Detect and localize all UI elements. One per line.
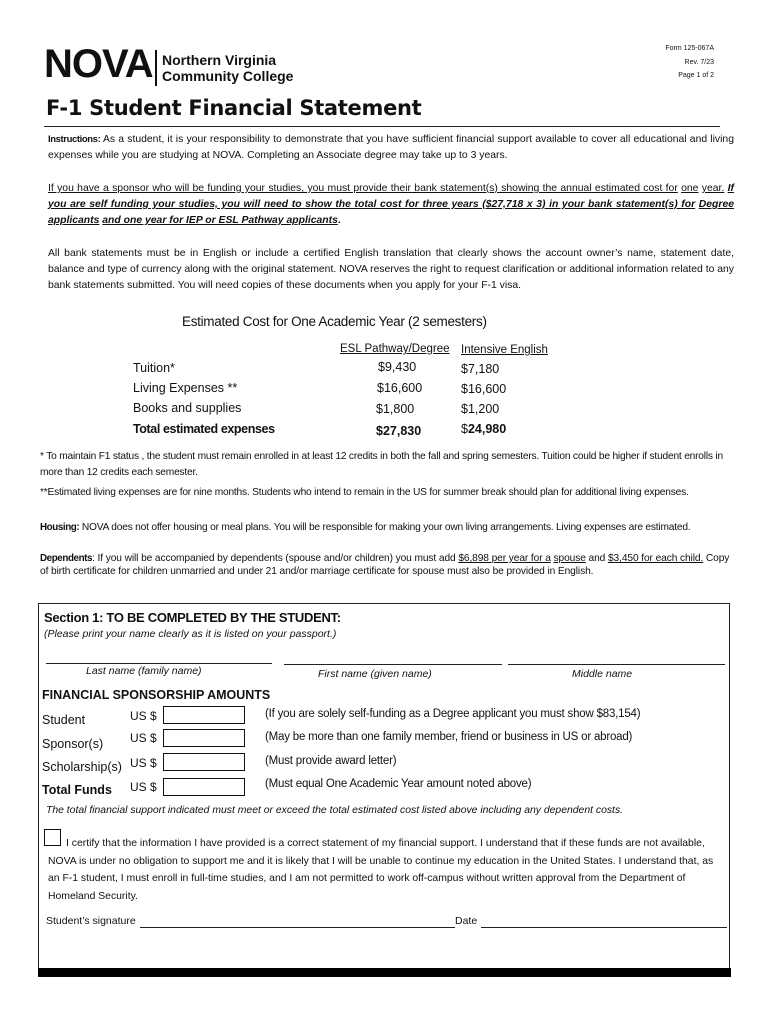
cost-col-esl: ESL Pathway/Degree (340, 343, 450, 355)
signature-input[interactable] (140, 927, 455, 928)
dependents-label: Dependents (40, 553, 93, 564)
sponsor-one: one (681, 183, 699, 194)
college-name-line1: Northern Virginia (162, 52, 277, 68)
date-label: Date (455, 915, 478, 927)
dependents-amount-spouse: $6,898 per year for a (458, 553, 551, 564)
sponsorship-title: FINANCIAL SPONSORSHIP AMOUNTS (42, 688, 271, 702)
cost-row-label: Tuition* (133, 361, 175, 375)
instructions-text: As a student, it is your responsibility to demonstrate that you have sufficient financial support available to cover all educational and living expenses while you are studying at NOVA. Completing an Associate degree may take up to 3 years. (48, 134, 734, 161)
cost-col-iep: Intensive English (461, 344, 548, 356)
total-funds-note: (Must equal One Academic Year amount noted above) (265, 778, 532, 790)
last-name-label: Last name (family name) (86, 665, 202, 677)
first-name-label: First name (given name) (318, 668, 432, 680)
page-number: Page 1 of 2 (678, 72, 714, 79)
instructions-paragraph (48, 132, 734, 164)
degree-applicants: Degree applicants (48, 199, 734, 226)
nova-logo: NOVA (44, 42, 153, 86)
title-rule (44, 126, 720, 127)
student-note: (If you are solely self-funding as a Degree applicant you must show $83,154) (265, 708, 641, 720)
currency-label: US $ (130, 731, 157, 745)
scholarship-label: Scholarship(s) (42, 760, 122, 774)
sponsor-year: year. (701, 183, 725, 194)
cost-row-label: Books and supplies (133, 401, 242, 415)
dependents-text2: Copy of birth certificate for children unmarried and under 21 and/or marriage certificate for spouse must also be provided in English. (40, 553, 730, 577)
form-revision: Rev. 7/23 (684, 59, 714, 66)
cost-row-esl: $1,800 (376, 402, 415, 416)
dependents-note (40, 552, 730, 578)
self-funding-text: If you are self funding your studies, you will need to show the total cost for three years ($27,718 x 3) in your bank statement(s) for (48, 183, 735, 210)
cost-total-iep-value: 24,980 (467, 422, 507, 436)
one-year-iep: and one year for IEP or ESL Pathway applicants (102, 215, 338, 226)
middle-name-input[interactable] (508, 664, 725, 665)
instructions-label: Instructions: (48, 134, 101, 145)
total-funds-input[interactable] (163, 778, 245, 796)
currency-label: US $ (130, 756, 157, 770)
student-amount-input[interactable] (163, 706, 245, 724)
currency-label: US $ (130, 780, 157, 794)
dependents-text1: : If you will be accompanied by dependents (spouse and/or children) you must add (92, 553, 456, 564)
section1-bottom-bar (38, 968, 731, 977)
dependents-and: and (588, 553, 606, 564)
section1-subtitle: (Please print your name clearly as it is listed on your passport.) (44, 628, 337, 640)
college-name (162, 52, 293, 84)
cost-row-esl: $16,600 (377, 381, 423, 395)
sponsor-amount-input[interactable] (163, 729, 245, 747)
bank-statements-paragraph: All bank statements must be in English or include a certified English translation that clearly shows the account owner’s name, statement date, balance and type of currency along with the original statement. NOVA reserves the right to request clarification or additional information related to any bank statements submitted. You will need copies of these documents when you apply for your F-1 visa. (48, 248, 734, 291)
cost-total-iep-prefix: $ (461, 422, 468, 436)
scholarship-amount-input[interactable] (163, 753, 245, 771)
sponsor-paragraph (48, 181, 734, 229)
cost-row-iep: $1,200 (461, 402, 500, 416)
section1-title: Section 1: TO BE COMPLETED BY THE STUDENT: (44, 610, 341, 625)
form-number: Form 125-067A (665, 45, 714, 52)
cost-row-iep: $7,180 (461, 362, 500, 376)
currency-label: US $ (130, 709, 157, 723)
middle-name-label: Middle name (572, 668, 633, 680)
page-title: F-1 Student Financial Statement (46, 96, 422, 120)
cost-table-title: Estimated Cost for One Academic Year (2 semesters) (182, 314, 487, 329)
housing-note (40, 519, 730, 536)
sponsor-note: (May be more than one family member, friend or business in US or abroad) (265, 731, 633, 743)
sponsor-label: Sponsor(s) (42, 737, 104, 751)
sponsor-text: If you have a sponsor who will be funding your studies, you must provide their bank statement(s) showing the annual estimated cost for (48, 183, 678, 194)
cost-row-label: Living Expenses ** (133, 381, 238, 395)
date-input[interactable] (481, 927, 727, 928)
dependents-spouse: spouse (553, 553, 586, 564)
student-label: Student (42, 713, 86, 727)
cost-total-label: Total estimated expenses (133, 422, 275, 436)
housing-label: Housing: (40, 522, 80, 533)
dependents-amount-child: $3,450 for each child. (607, 553, 704, 564)
cost-total-iep (461, 422, 506, 436)
last-name-input[interactable] (46, 663, 272, 664)
college-name-line2: Community College (162, 68, 294, 84)
certification-text: I certify that the information I have provided is a correct statement of my financial support. I understand that if these funds are not available, NOVA is under no obligation to support me and it is likely that I will be unable to continue my education in the United States. I understand that, as an F-1 student, I must enroll in full-time studies, and I am not permitted to work off-campus without written approval from the Department of Homeland Security. (48, 838, 714, 902)
total-funds-label: Total Funds (42, 783, 112, 797)
scholarship-note: (Must provide award letter) (265, 755, 397, 767)
living-footnote: **Estimated living expenses are for nine months. Students who intend to remain in the US for summer break should plan for additional living expenses. (40, 487, 689, 498)
tuition-footnote: * To maintain F1 status , the student must remain enrolled in at least 12 credits in both the fall and spring semesters. Tuition could be higher if student enrolls in more than 12 credits each semester. (40, 451, 723, 478)
cost-row-esl: $9,430 (378, 360, 417, 374)
signature-label: Student’s signature (46, 915, 136, 927)
cost-row-iep: $16,600 (461, 382, 507, 396)
cost-total-esl: $27,830 (376, 424, 422, 438)
logo-divider (155, 50, 157, 86)
first-name-input[interactable] (284, 664, 502, 665)
sponsor-period: . (337, 215, 341, 226)
total-support-note: The total financial support indicated must meet or exceed the total estimated cost listed above including any dependent costs. (46, 805, 624, 816)
housing-text: NOVA does not offer housing or meal plans. You will be responsible for making your own living arrangements. Living expenses are estimated. (79, 522, 691, 533)
